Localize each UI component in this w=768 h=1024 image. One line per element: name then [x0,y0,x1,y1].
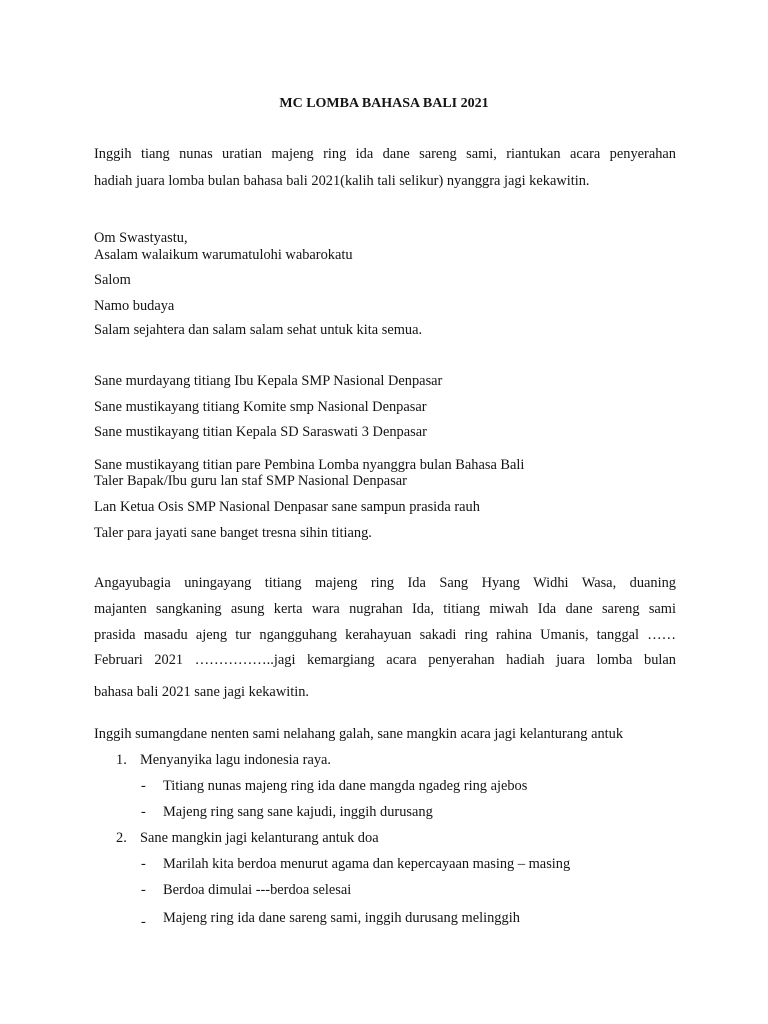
gratitude-line: prasida masadu ajeng tur ngangguhang kerahayuan sakadi ring rahina Umanis, tanggal …… [94,627,676,643]
honorific-line: Sane mustikayang titian Kepala SD Saraswati 3 Denpasar [94,424,427,440]
greeting-line: Salom [94,272,131,288]
honorific-line: Taler Bapak/Ibu guru lan staf SMP Nasional Denpasar [94,473,407,489]
agenda-item-number: 1. [116,752,127,768]
agenda-subitem: Titiang nunas majeng ring ida dane mangda ngadeg ring ajebos [163,778,528,794]
intro-line: hadiah juara lomba bulan bahasa bali 2021(kalih tali selikur) nyanggra jagi kekawitin. [94,173,590,189]
greeting-line: Om Swastyastu, [94,230,188,246]
gratitude-line: Februari 2021 ……………..jagi kemargiang acara penyerahan hadiah juara lomba bulan [94,652,676,668]
greeting-line: Salam sejahtera dan salam salam sehat untuk kita semua. [94,322,423,338]
gratitude-line: Angayubagia uningayang titiang majeng ring Ida Sang Hyang Widhi Wasa, duaning [94,575,676,591]
honorific-line: Sane mustikayang titiang Komite smp Nasional Denpasar [94,399,427,415]
gratitude-line: majanten sangkaning asung kerta wara nugrahan Ida, titiang miwah Ida dane sareng sami [94,601,676,617]
bullet-dash: - [141,914,146,930]
agenda-subitem: Berdoa dimulai ---berdoa selesai [163,882,352,898]
agenda-subitem: Marilah kita berdoa menurut agama dan kepercayaan masing – masing [163,856,571,872]
bullet-dash: - [141,804,146,820]
greeting-line: Namo budaya [94,298,175,314]
agenda-item-text: Menyanyika lagu indonesia raya. [140,752,332,768]
bullet-dash: - [141,856,146,872]
gratitude-line: bahasa bali 2021 sane jagi kekawitin. [94,684,309,700]
honorific-line: Taler para jayati sane banget tresna sihin titiang. [94,525,372,541]
honorific-line: Sane murdayang titiang Ibu Kepala SMP Nasional Denpasar [94,373,443,389]
agenda-item-number: 2. [116,830,127,846]
bullet-dash: - [141,778,146,794]
honorific-line: Sane mustikayang titian pare Pembina Lomba nyanggra bulan Bahasa Bali [94,457,525,473]
bullet-dash: - [141,882,146,898]
greeting-line: Asalam walaikum warumatulohi wabarokatu [94,247,353,263]
agenda-subitem: Majeng ring sang sane kajudi, inggih durusang [163,804,433,820]
agenda-item-text: Sane mangkin jagi kelanturang antuk doa [140,830,379,846]
honorific-line: Lan Ketua Osis SMP Nasional Denpasar sane sampun prasida rauh [94,499,480,515]
agenda-intro: Inggih sumangdane nenten sami nelahang galah, sane mangkin acara jagi kelanturang antuk [94,726,624,742]
agenda-subitem: Majeng ring ida dane sareng sami, inggih durusang melinggih [163,910,520,926]
document-title: MC LOMBA BAHASA BALI 2021 [279,96,489,111]
intro-line: Inggih tiang nunas uratian majeng ring ida dane sareng sami, riantukan acara penyerahan [94,146,676,162]
